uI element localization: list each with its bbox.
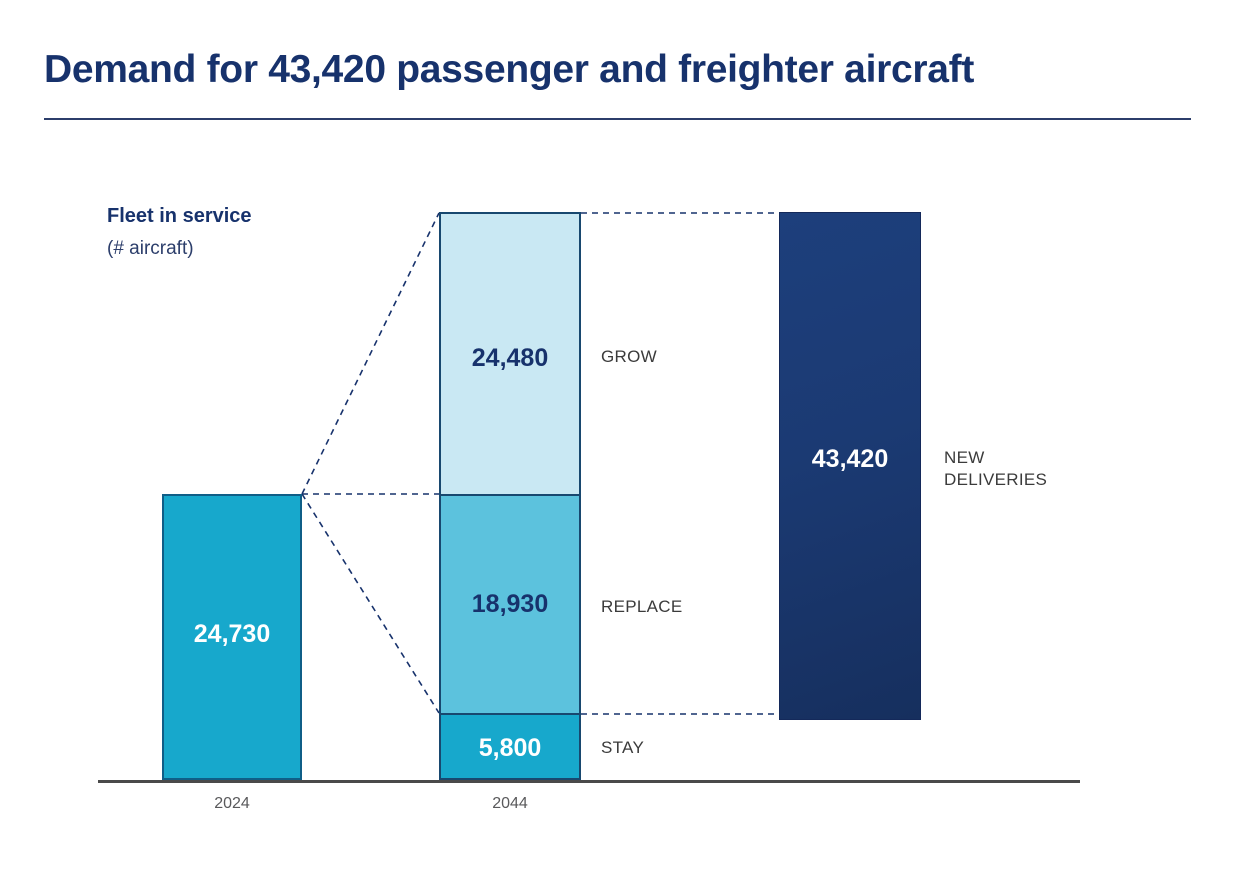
segment-label-grow: GROW <box>601 347 657 366</box>
new-deliveries-line-1: NEW <box>944 448 985 467</box>
bar-value-stay: 5,800 <box>478 734 542 762</box>
page-title: Demand for 43,420 passenger and freighter aircraft <box>44 48 975 91</box>
bar-segment-stay[interactable] <box>439 713 581 780</box>
segment-label-replace: REPLACE <box>601 597 683 616</box>
chart-axis-subtitle: (# aircraft) <box>107 238 194 259</box>
bar-value-2024: 24,730 <box>193 620 271 648</box>
bar-segment-replace[interactable] <box>439 494 581 713</box>
segment-label-stay: STAY <box>601 738 645 757</box>
bar-fleet-2024[interactable] <box>162 494 302 780</box>
chart-axis-title: Fleet in service <box>107 205 252 227</box>
segment-label-new-deliveries <box>944 447 1047 491</box>
bar-segment-grow[interactable] <box>439 212 581 494</box>
bar-new-deliveries[interactable] <box>779 212 921 720</box>
new-deliveries-line-2: DELIVERIES <box>944 470 1048 489</box>
bar-value-replace: 18,930 <box>471 590 549 618</box>
bar-value-grow: 24,480 <box>471 344 549 372</box>
x-tick-2044: 2044 <box>492 795 528 812</box>
x-axis-line <box>98 780 1080 783</box>
bar-value-new-deliveries: 43,420 <box>811 445 889 473</box>
x-tick-2024: 2024 <box>214 795 250 812</box>
